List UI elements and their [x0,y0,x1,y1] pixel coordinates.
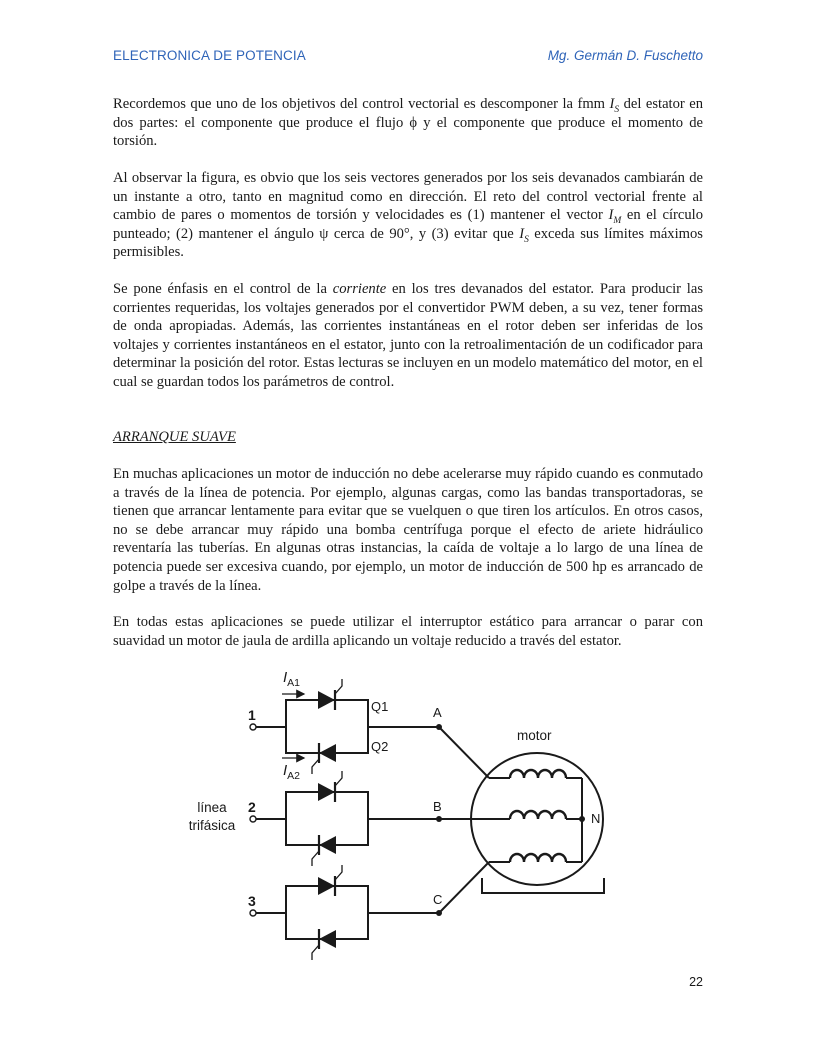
stator-coil-c [510,854,566,862]
q2-label: Q2 [371,739,389,754]
paragraph-soft-start-applications: En muchas aplicaciones un motor de inducción no debe acelerarse muy rápido cuando es conmutado a través de la línea de potencia. Por ejemplo, algunas cargas, como las bandas transportadoras, se tienen que arrancar lentamente para evitar que se vuelquen o que tiren los artículos. En otros casos, no se debe arrancar muy rápido una bomba centrífuga porque el efecto de ariete hidráulico reventaría las tuberías. En algunas otras instancias, la caída de voltaje a lo largo de una línea de potencia puede ser excesiva cuando, por ejemplo, un motor de inducción de 500 hp es arrancado de golpe a través de la línea. [113,466,703,594]
stator-coil-b [510,811,566,819]
paragraph-current-control: Se pone énfasis en el control de la corriente en los tres devanados del estator. Para producir las corrientes requeridas, los voltajes generados por el convertidor PWM deben, a su vez, tener formas de onda apropiadas. Además, las corrientes instantáneas en el rotor deben ser inferidas de los voltajes y corrientes instantáneos en el estator, junto con la retroalimentación de un codificador para determinar la posición del rotor. Estas lecturas se incluyen en un modelo matemático del motor, en el cual se guardan todos los parámetros de control. [113,281,704,390]
is-symbol: I [609,96,615,112]
current-ia2-label: $I_{A2}$ [283,762,301,782]
node-b-label: B [433,799,442,814]
paragraph-static-switch: En todas estas aplicaciones se puede utilizar el interruptor estático para arrancar o parar con suavidad un motor de jaula de ardilla aplicando un voltaje reducido a través del estator. [113,614,703,649]
section-heading-arranque-suave: ARRANQUE SUAVE [113,429,236,445]
thyristor-q1-symbol [318,679,342,710]
soft-starter-circuit-diagram [180,660,620,960]
header-author: Mg. Germán D. Fuschetto [547,48,703,63]
motor-label: motor [517,728,552,743]
emphasis-corriente: corriente [332,281,387,297]
paragraph-vector-control-intro: Recordemos que uno de los objetivos del control vectorial es descomponer la fmm $I_S$ del estator en dos partes: el componente que produce el flujo ϕ y el componente que produce el momento de torsión. [113,96,703,150]
stator-coil-a [510,770,566,778]
paragraph-vector-control-challenge: Al observar la figura, es obvio que los seis vectores generados por los seis devanados cambiarán de un instante a otro, tanto en magnitud como en dirección. El reto del control vectorial frente al cambio de pares o momentos de torsión y velocidades es (1) mantener el vector $I_M$ en el círculo punteado; (2) mantener el ángulo ψ cerca de 90°, y (3) evitar que $I_S$ exceda sus límites máximos permisibles. [113,170,703,261]
is-symbol-2: I [519,225,525,242]
terminal-3-label: 3 [248,893,256,909]
q1-label: Q1 [371,699,389,714]
line-label-2: trifásica [188,818,236,833]
node-c-label: C [433,892,443,907]
thyristor-q2-symbol [312,743,336,774]
node-a-label: A [433,705,442,720]
header-title: ELECTRONICA DE POTENCIA [113,48,306,63]
current-ia1-label: $I_{A1}$ [283,669,301,689]
terminal-2-label: 2 [248,799,256,815]
line-label-1: línea [197,800,227,815]
page-number: 22 [689,975,703,989]
terminal-1-label: 1 [248,707,256,723]
neutral-label: N [591,811,601,826]
im-symbol: I [608,207,614,224]
